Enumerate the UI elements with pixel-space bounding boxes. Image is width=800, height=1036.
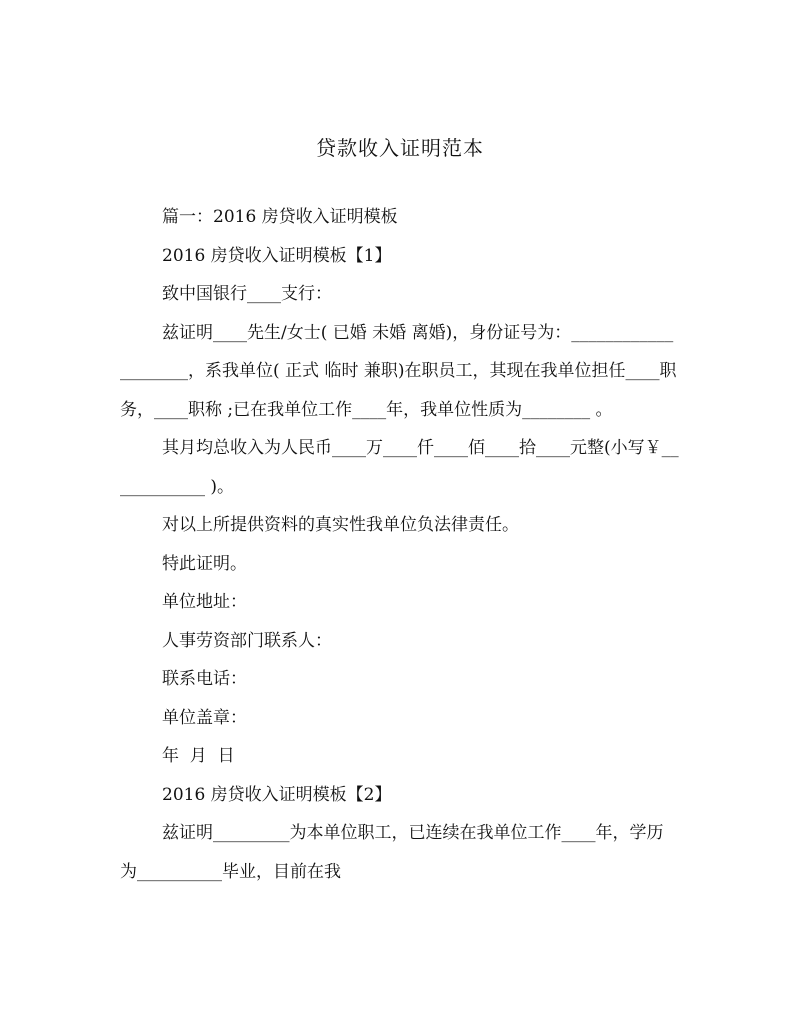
- paragraph-template-2-heading: 2016 房贷收入证明模板【2】: [162, 784, 392, 805]
- paragraph-date: 年 月 日: [162, 746, 235, 766]
- paragraph-section-heading: 篇一：2016 房贷收入证明模板: [162, 207, 398, 227]
- paragraph-liability-statement: 对以上所提供资料的真实性我单位负法律责任。: [162, 515, 519, 535]
- paragraph-income-details: 其月均总收入为人民币____万____仟____佰____拾____元整(小写￥____________ )。: [120, 438, 679, 497]
- paragraph-certification-close: 特此证明。: [162, 553, 247, 574]
- document-body: [120, 198, 680, 891]
- paragraph-hr-contact: 人事劳资部门联系人：: [162, 630, 332, 651]
- paragraph-certification-details: 兹证明____先生/女士( 已婚 未婚 离婚)，身份证号为：____________________，系我单位( 正式 临时 兼职)在职员工，其现在我单位担任____职务，____职称 ;已在我单位工作____年，我单位性质为________ 。: [120, 322, 677, 420]
- paragraph-template-2-body: 兹证明_________为本单位职工，已连续在我单位工作____年，学历为__________毕业，目前在我: [120, 823, 664, 882]
- paragraph-unit-seal: 单位盖章：: [162, 707, 247, 728]
- paragraph-addressee: 致中国银行____支行：: [162, 284, 332, 304]
- paragraph-phone: 联系电话：: [162, 669, 247, 689]
- paragraph-template-1-heading: 2016 房贷收入证明模板【1】: [162, 245, 392, 266]
- document-title: 贷款收入证明范本: [316, 136, 484, 160]
- paragraph-unit-address: 单位地址：: [162, 592, 247, 612]
